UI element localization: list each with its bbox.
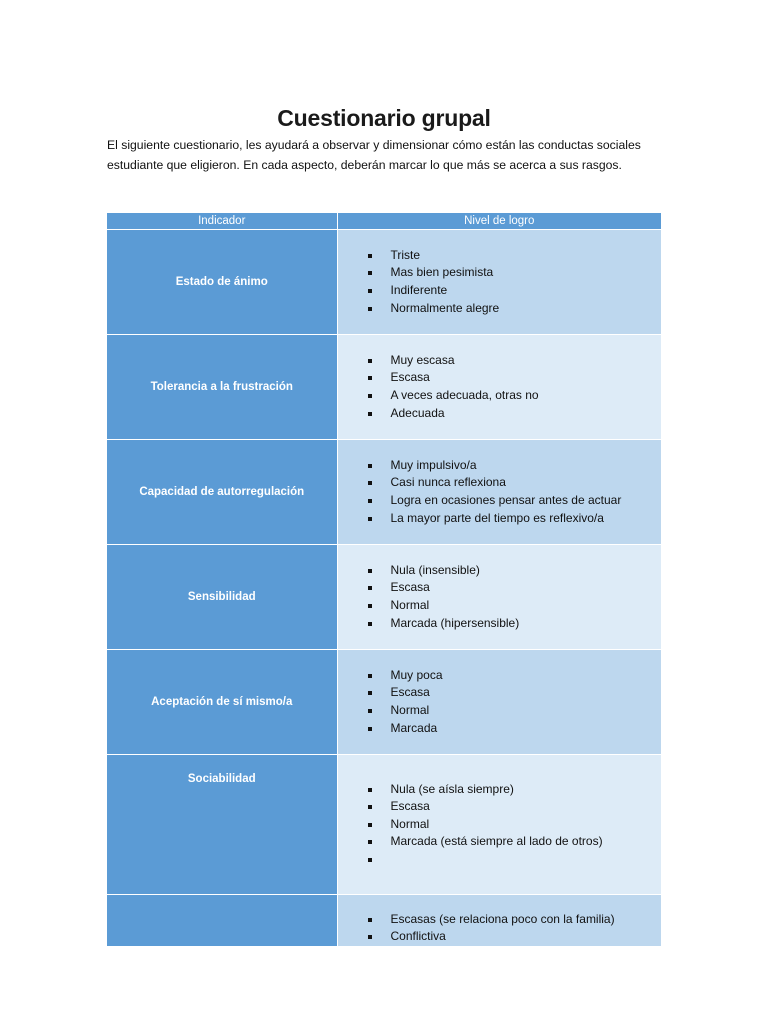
option-item: Nula (insensible) — [368, 562, 662, 580]
option-item: Nula (se aísla siempre) — [368, 781, 662, 799]
option-item: Muy escasa — [368, 352, 662, 370]
option-item: Casi nunca reflexiona — [368, 474, 662, 492]
option-item: Mas bien pesimista — [368, 264, 662, 282]
option-item: Indiferente — [368, 282, 662, 300]
table-row — [107, 545, 661, 650]
level-cell — [337, 545, 661, 650]
page-title: Cuestionario grupal — [277, 105, 491, 132]
level-cell — [337, 755, 661, 895]
option-list — [338, 352, 662, 422]
table-row — [107, 650, 661, 755]
level-cell — [337, 440, 661, 545]
option-item: Muy poca — [368, 667, 662, 685]
intro-paragraph — [107, 135, 667, 175]
option-item: Escasa — [368, 798, 662, 816]
option-list — [338, 247, 662, 317]
level-cell — [337, 335, 661, 440]
option-item: Normal — [368, 702, 662, 720]
questionnaire-table — [107, 213, 661, 947]
intro-line: estudiante que eligieron. En cada aspecto, deberán marcar lo que más se acerca a sus rasgos. — [107, 158, 622, 172]
table-row — [107, 895, 661, 947]
option-list — [338, 911, 662, 946]
indicator-cell: Estado de ánimo — [107, 230, 337, 335]
option-item: Normal — [368, 816, 662, 834]
indicator-cell: Capacidad de autorregulación — [107, 440, 337, 545]
option-item: Muy impulsivo/a — [368, 457, 662, 475]
option-item: Conflictiva — [368, 928, 662, 946]
option-item: Triste — [368, 247, 662, 265]
option-list — [338, 667, 662, 737]
table-row — [107, 755, 661, 895]
option-item: Marcada (está siempre al lado de otros) — [368, 833, 662, 851]
option-item-empty — [368, 851, 662, 869]
intro-line: El siguiente cuestionario, les ayudará a observar y dimensionar cómo están las conductas sociales — [107, 138, 641, 152]
level-cell — [337, 895, 661, 947]
column-header-level: Nivel de logro — [337, 213, 661, 230]
option-item: Escasa — [368, 684, 662, 702]
indicator-cell: Tolerancia a la frustración — [107, 335, 337, 440]
level-cell — [337, 230, 661, 335]
indicator-cell: Aceptación de sí mismo/a — [107, 650, 337, 755]
table-row — [107, 335, 661, 440]
option-item: Adecuada — [368, 405, 662, 423]
table-header-row — [107, 213, 661, 230]
option-list — [338, 562, 662, 632]
table-row — [107, 440, 661, 545]
option-item: Normal — [368, 597, 662, 615]
table-row — [107, 230, 661, 335]
option-item: La mayor parte del tiempo es reflexivo/a — [368, 510, 662, 528]
option-item: Escasa — [368, 579, 662, 597]
indicator-cell: Sociabilidad — [107, 755, 337, 895]
column-header-indicator: Indicador — [107, 213, 337, 230]
option-item: Normalmente alegre — [368, 300, 662, 318]
option-list — [338, 457, 662, 527]
option-list — [338, 781, 662, 869]
option-item: Escasa — [368, 369, 662, 387]
option-item: Logra en ocasiones pensar antes de actuar — [368, 492, 662, 510]
option-item: Escasas (se relaciona poco con la familia) — [368, 911, 662, 929]
level-cell — [337, 650, 661, 755]
indicator-cell: Sensibilidad — [107, 545, 337, 650]
option-item: A veces adecuada, otras no — [368, 387, 662, 405]
option-item: Marcada (hipersensible) — [368, 615, 662, 633]
indicator-cell — [107, 895, 337, 947]
option-item: Marcada — [368, 720, 662, 738]
